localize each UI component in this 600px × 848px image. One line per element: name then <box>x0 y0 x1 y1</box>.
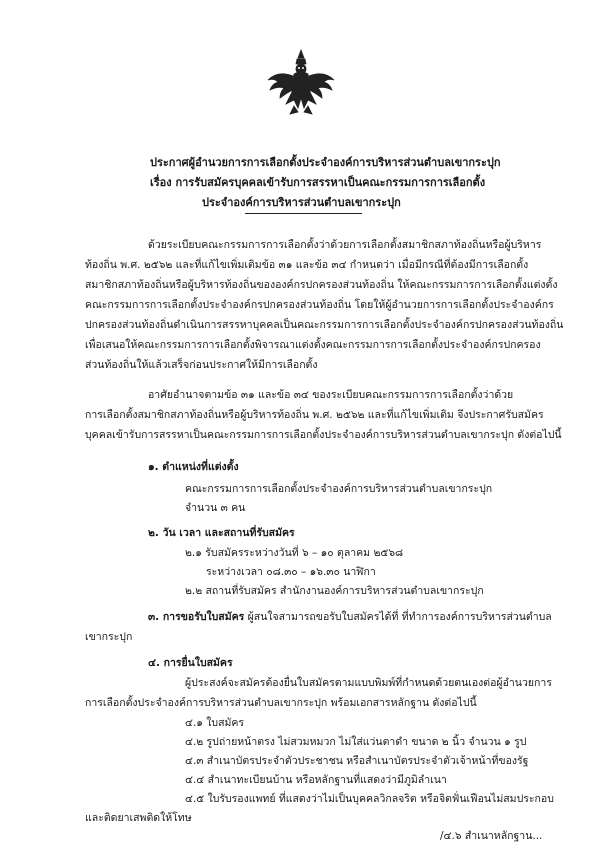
section-1-heading: ๑. ตำแหน่งที่แต่งตั้ง <box>148 461 239 473</box>
announcement-subject-cont: ประจำองค์การบริหารส่วนตำบลเขากระปุก <box>202 196 401 209</box>
section-3-line: เขากระปุก <box>85 631 133 643</box>
section-4-item: ๔.๒ รูปถ่ายหน้าตรง ไม่สวมหมวก ไม่ใส่แว่นตาดำ ขนาด ๒ นิ้ว จำนวน ๑ รูป <box>185 736 527 748</box>
title-divider <box>245 213 362 214</box>
paragraph-1-line: ด้วยระเบียบคณะกรรมการการเลือกตั้งว่าด้วยการเลือกตั้งสมาชิกสภาท้องถิ่นหรือผู้บริหาร <box>148 239 542 251</box>
section-4-line: ผู้ประสงค์จะสมัครต้องยื่นใบสมัครตามแบบพิมพ์ที่กำหนดด้วยตนเองต่อผู้อำนวยการ <box>185 677 552 689</box>
section-1-line: คณะกรรมการการเลือกตั้งประจำองค์การบริหารส่วนตำบลเขากระปุก <box>185 483 493 495</box>
paragraph-1-line: ปกครองส่วนท้องถิ่นดำเนินการสรรหาบุคคลเป็นคณะกรรมการการเลือกตั้งประจำองค์กรปกครองส่วนท้องถิ่น <box>85 319 564 331</box>
section-3-line <box>148 610 552 624</box>
section-4-heading: ๔. การยื่นใบสมัคร <box>148 657 233 669</box>
paragraph-2-line: การเลือกตั้งสมาชิกสภาท้องถิ่นหรือผู้บริหารท้องถิ่น พ.ศ. ๒๕๖๒ และที่แก้ไขเพิ่มเติม จึงประกาศรับสมัคร <box>85 409 544 421</box>
section-3-text: ผู้สนใจสามารถขอรับใบสมัครได้ที่ ที่ทำการองค์การบริหารส่วนตำบล <box>244 611 552 623</box>
section-4-item: ๔.๑ ใบสมัคร <box>185 717 245 729</box>
section-4-item-cont: และติดยาเสพติดให้โทษ <box>85 812 192 824</box>
paragraph-1-line: สมาชิกสภาท้องถิ่นหรือผู้บริหารท้องถิ่นขององค์กรปกครองส่วนท้องถิ่น ให้คณะกรรมการการเลือกตั้งแต่งตั้ง <box>85 279 558 291</box>
section-2-line: ๒.๒ สถานที่รับสมัคร สำนักงานองค์การบริหารส่วนตำบลเขากระปุก <box>185 585 484 597</box>
paragraph-1-line: ส่วนท้องถิ่นให้แล้วเสร็จก่อนประกาศให้มีการเลือกตั้ง <box>85 359 318 371</box>
paragraph-1-line: เพื่อเสนอให้คณะกรรมการการเลือกตั้งพิจารณาแต่งตั้งคณะกรรมการการเลือกตั้งประจำองค์กรปกครอง <box>85 339 541 351</box>
announcement-title: ประกาศผู้อำนวยการการเลือกตั้งประจำองค์การบริหารส่วนตำบลเขากระปุก <box>150 156 501 169</box>
section-4-line: การเลือกตั้งประจำองค์การบริหารส่วนตำบลเขากระปุก พร้อมเอกสารหลักฐาน ดังต่อไปนี้ <box>85 697 477 709</box>
section-4-item: ๔.๓ สำเนาบัตรประจำตัวประชาชน หรือสำเนาบัตรประจำตัวเจ้าหน้าที่ของรัฐ <box>185 755 529 767</box>
paragraph-1-line: คณะกรรมการการเลือกตั้งประจำองค์กรปกครองส่วนท้องถิ่น โดยให้ผู้อำนวยการการเลือกตั้งประจำองค์กร <box>85 299 554 311</box>
section-3-heading: ๓. การขอรับใบสมัคร <box>148 611 245 623</box>
page-continuation: /๔.๖ สำเนาหลักฐาน... <box>440 830 543 842</box>
announcement-subject: เรื่อง การรับสมัครบุคคลเข้ารับการสรรหาเป็นคณะกรรมการการเลือกตั้ง <box>150 176 486 189</box>
paragraph-1-line: ท้องถิ่น พ.ศ. ๒๕๖๒ และที่แก้ไขเพิ่มเติมข้อ ๓๑ และข้อ ๓๔ กำหนดว่า เมื่อมีกรณีที่ต้องมีการเลือกตั้ง <box>85 259 529 271</box>
section-4-item: ๔.๔ สำเนาทะเบียนบ้าน หรือหลักฐานที่แสดงว่ามีภูมิลำเนา <box>185 774 447 786</box>
section-2-line: ๒.๑ รับสมัครระหว่างวันที่ ๖ – ๑๐ ตุลาคม ๒๕๖๘ <box>185 547 404 559</box>
section-1-line: จำนวน ๓ คน <box>185 502 246 514</box>
section-4-item: ๔.๕ ใบรับรองแพทย์ ที่แสดงว่าไม่เป็นบุคคลวิกลจริต หรือจิตฟั่นเฟือนไม่สมประกอบ <box>185 793 554 805</box>
paragraph-2-line: อาศัยอำนาจตามข้อ ๓๑ และข้อ ๓๔ ของระเบียบคณะกรรมการการเลือกตั้งว่าด้วย <box>148 389 514 401</box>
section-2-heading: ๒. วัน เวลา และสถานที่รับสมัคร <box>148 527 295 539</box>
garuda-emblem-icon <box>264 48 338 118</box>
paragraph-2-line: บุคคลเข้ารับการสรรหาเป็นคณะกรรมการการเลือกตั้งประจำองค์การบริหารส่วนตำบลเขากระปุก ดังต่อไปนี้ <box>85 429 562 441</box>
section-2-line: ระหว่างเวลา ๐๘.๓๐ – ๑๖.๓๐ นาฬิกา <box>206 566 376 578</box>
